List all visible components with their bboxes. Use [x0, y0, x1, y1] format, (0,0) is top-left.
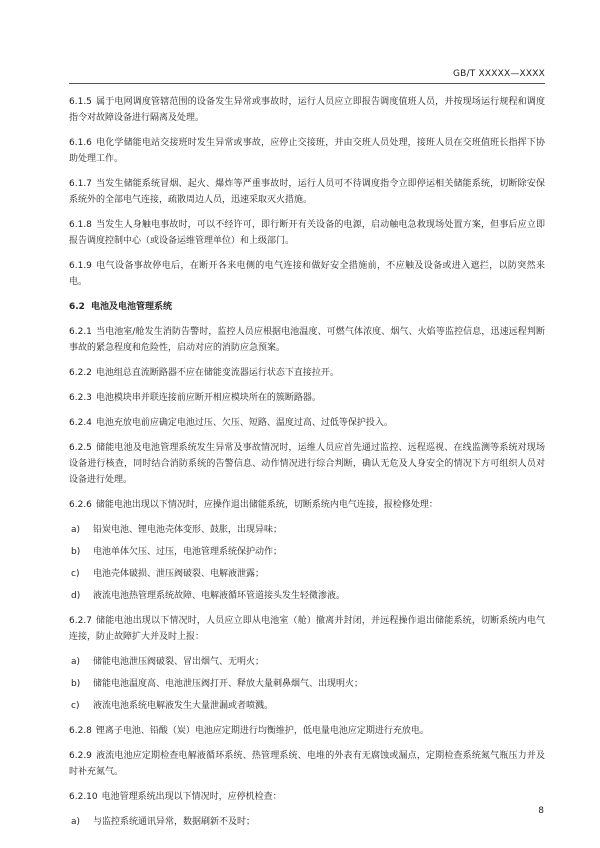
- clause-6-2-8: [69, 723, 545, 739]
- clause-number: 6.2.7: [69, 616, 92, 626]
- clause-6-1-9: [69, 258, 545, 290]
- list-item-text: 与监控系统通讯异常，数据刷新不及时；: [93, 817, 256, 827]
- clause-number: 6.2.9: [69, 751, 92, 761]
- clause-6-2-10: [69, 789, 545, 805]
- list-item: [69, 814, 545, 830]
- list-item: [69, 566, 545, 582]
- section-title: 电池及电池管理系统: [90, 302, 172, 312]
- clause-number: 6.2.2: [69, 368, 92, 378]
- list-item: [69, 654, 545, 670]
- clause-6-2-6: [69, 497, 545, 513]
- clause-number: 6.2.4: [69, 418, 92, 428]
- clause-6-1-7: [69, 176, 545, 208]
- clause-number: 6.2.3: [69, 393, 92, 403]
- list-item: [69, 522, 545, 538]
- list-marker: a): [71, 817, 81, 827]
- list-item-text: 储能电池泄压阀破裂、冒出烟气、无明火；: [93, 657, 265, 667]
- list-item-text: 液流电池热管理系统故障、电解液循环管道接头发生轻微渗液。: [93, 591, 346, 601]
- clause-text: 当电池室/舱发生消防告警时，监控人员应根据电池温度、可燃气体浓度、烟气、火焰等监控信息，迅速远程判断事故的紧急程度和危险性，启动对应的消防应急预案。: [69, 327, 545, 353]
- list-item-text: 储能电池温度高、电池泄压阀打开、释放大量刺鼻烟气、出现明火；: [93, 679, 364, 689]
- header-rule: [69, 83, 545, 84]
- clause-text: 电池模块串并联连接前应断开相应模块所在的簇断路器。: [95, 393, 321, 403]
- clause-6-2-3: [69, 390, 545, 406]
- clause-number: 6.1.7: [69, 179, 92, 189]
- clause-text: 电池充放电前应确定电池过压、欠压、短路、温度过高、过低等保护投入。: [95, 418, 393, 428]
- clause-6-2-9: [69, 748, 545, 780]
- clause-number: 6.2.5: [69, 443, 92, 453]
- list-marker: b): [71, 679, 81, 689]
- clause-text: 当发生储能系统冒烟、起火、爆炸等严重事故时，运行人员可不待调度指令立即停运相关储能系统，切断除安保系统外的全部电气连接，疏散周边人员，迅速采取灭火措施。: [69, 179, 545, 205]
- list-marker: c): [71, 569, 80, 579]
- clause-number: 6.2.10: [69, 792, 98, 802]
- clause-6-2-7: [69, 613, 545, 645]
- clause-text: 锂离子电池、铅酸（炭）电池应定期进行均衡维护，低电量电池应定期进行充放电。: [95, 726, 429, 736]
- clause-6-2-1: [69, 324, 545, 356]
- list-marker: d): [71, 591, 81, 601]
- section-heading-6-2: [69, 299, 545, 315]
- list-marker: a): [71, 525, 81, 535]
- clause-text: 当发生人身触电事故时，可以不经许可，即行断开有关设备的电源，启动触电急救现场处置方案，但事后应立即报告调度控制中心（或设备运维管理单位）和上级部门。: [69, 220, 545, 246]
- clause-6-2-5: [69, 440, 545, 488]
- clause-number: 6.1.8: [69, 220, 92, 230]
- clause-number: 6.1.9: [69, 261, 92, 271]
- clause-text: 储能电池及电池管理系统发生异常及事故情况时，运维人员应首先通过监控、远程巡视、在线监测等系统对现场设备进行核查，同时结合消防系统的告警信息、动作情况进行综合判断，确认无危及人身安全的情况下方可组织人员对设备进行处理。: [69, 443, 545, 485]
- list-marker: b): [71, 547, 81, 557]
- list-item: [69, 676, 545, 692]
- clause-number: 6.1.6: [69, 138, 92, 148]
- clause-text: 电池组总直流断路器不应在储能变流器运行状态下直接拉开。: [95, 368, 339, 378]
- clause-text: 储能电池出现以下情况时，应操作退出储能系统，切断系统内电气连接，报检修处理：: [95, 500, 438, 510]
- clause-text: 属于电网调度管辖范围的设备发生异常或事故时，运行人员应立即报告调度值班人员，并按现场运行规程和调度指令对故障设备进行隔离及处理。: [69, 97, 545, 123]
- clause-number: 6.2.8: [69, 726, 92, 736]
- clause-6-1-6: [69, 135, 545, 167]
- list-item-text: 铅炭电池、锂电池壳体变形、鼓胀，出现异味；: [93, 525, 283, 535]
- standard-code: GB/T XXXXX—XXXX: [452, 69, 545, 79]
- page-number: 8: [538, 806, 544, 816]
- clause-6-2-2: [69, 365, 545, 381]
- list-marker: c): [71, 701, 80, 711]
- list-item: [69, 698, 545, 714]
- page-body: [69, 94, 545, 836]
- clause-text: 电化学储能电站交接班时发生异常或事故，应停止交接班，并由交班人员处理，接班人员在交班值班长指挥下协助处理工作。: [69, 138, 545, 164]
- list-item: [69, 588, 545, 604]
- list-item-text: 液流电池系统电解液发生大量泄漏或者喷溅。: [93, 701, 274, 711]
- clause-6-1-5: [69, 94, 545, 126]
- clause-text: 电气设备事故停电后，在断开各来电侧的电气连接和做好安全措施前，不应触及设备或进入遮拦，以防突然来电。: [69, 261, 545, 287]
- clause-6-2-4: [69, 415, 545, 431]
- section-number: 6.2: [69, 302, 85, 312]
- clause-number: 6.1.5: [69, 97, 92, 107]
- list-item: [69, 544, 545, 560]
- clause-text: 液流电池应定期检查电解液循环系统、热管理系统、电堆的外表有无腐蚀或漏点，定期检查系统氮气瓶压力并及时补充氮气。: [69, 751, 545, 777]
- clause-6-1-8: [69, 217, 545, 249]
- clause-number: 6.2.6: [69, 500, 92, 510]
- clause-text: 电池管理系统出现以下情况时，应停机检查：: [101, 792, 282, 802]
- list-marker: a): [71, 657, 81, 667]
- list-item-text: 电池壳体破损、泄压阀破裂、电解液泄露；: [93, 569, 265, 579]
- clause-number: 6.2.1: [69, 327, 92, 337]
- clause-text: 储能电池出现以下情况时，人员应立即从电池室（舱）撤离并封闭，并远程操作退出储能系统，切断系统内电气连接，防止故障扩大并及时上报：: [69, 616, 545, 642]
- list-item-text: 电池单体欠压、过压，电池管理系统保护动作；: [93, 547, 283, 557]
